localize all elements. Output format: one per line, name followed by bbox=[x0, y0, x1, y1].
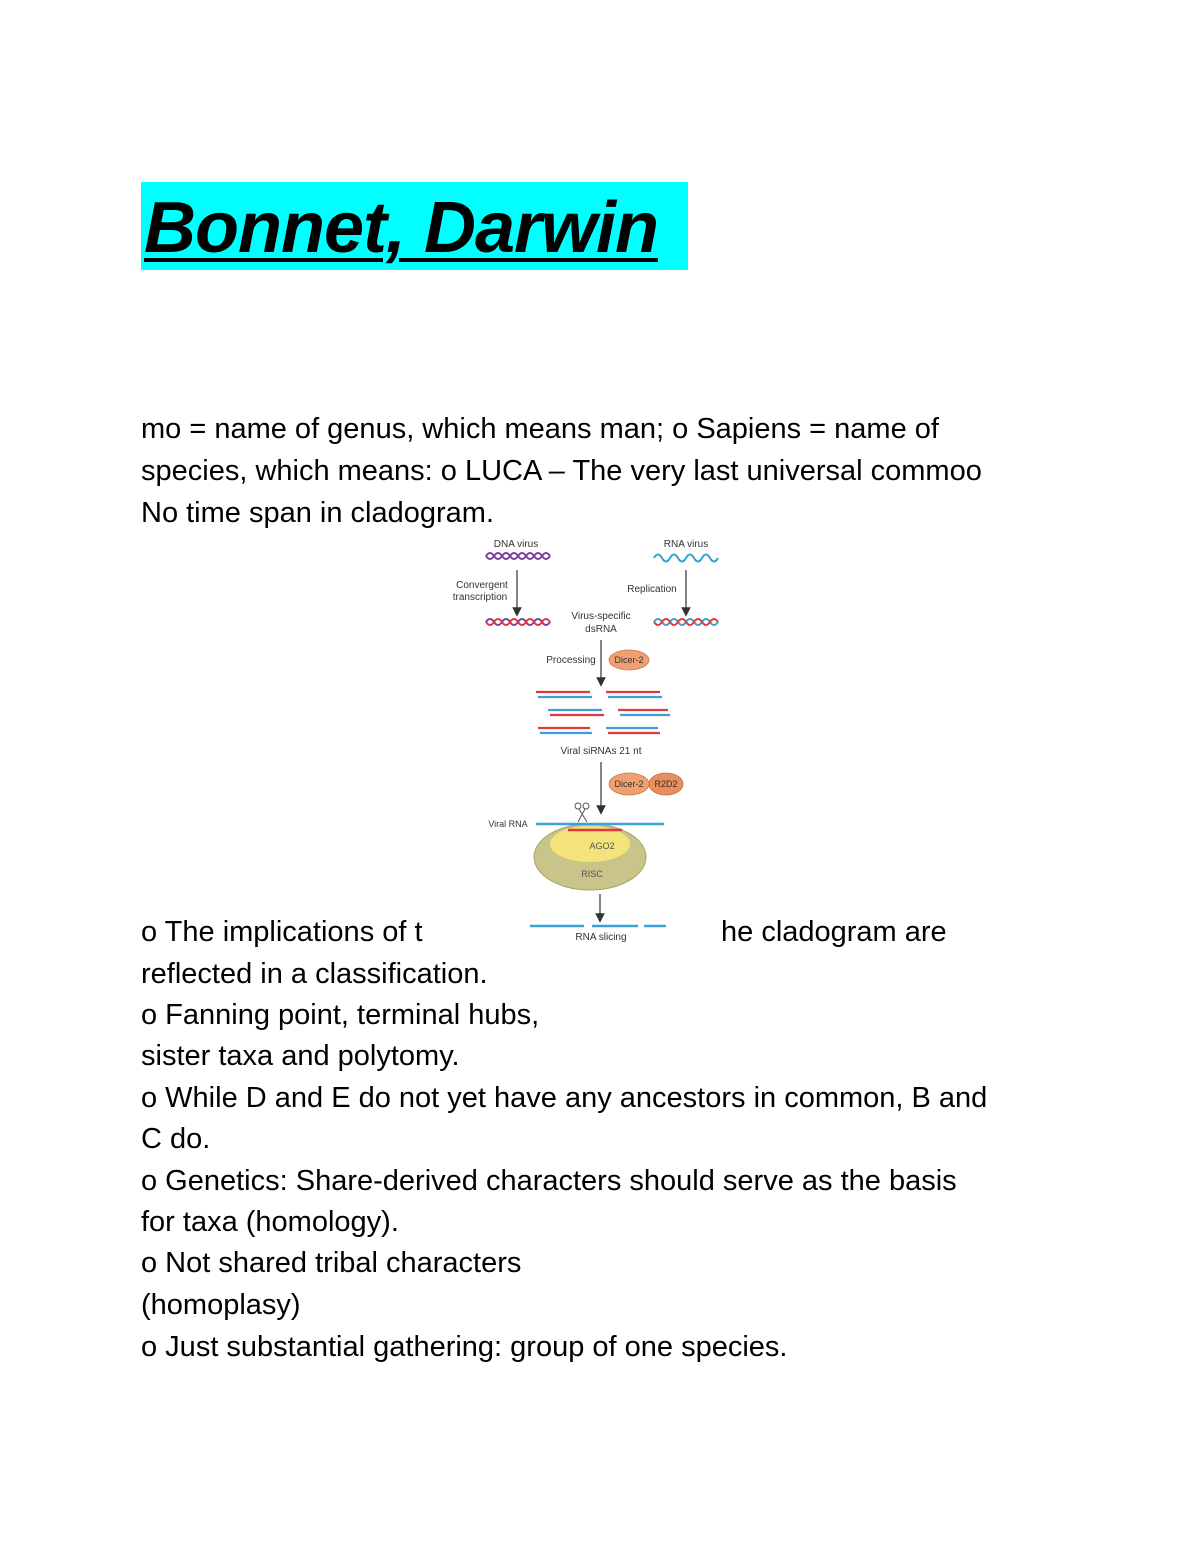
dna-virus-label: DNA virus bbox=[493, 539, 539, 550]
body-line-10: o Just substantial gathering: group of one species. bbox=[141, 1331, 788, 1363]
viral-rna-label: Viral RNA bbox=[488, 819, 528, 829]
dicer2-label: Dicer-2 bbox=[614, 655, 644, 665]
dna-strand-icon bbox=[486, 553, 550, 559]
body-line-4: o While D and E do not yet have any ancestors in common, B and bbox=[141, 1082, 988, 1114]
sirna-duplexes bbox=[536, 692, 670, 733]
body-line-6: o Genetics: Share-derived characters should serve as the basis bbox=[141, 1165, 957, 1197]
risc-label: RISC bbox=[581, 869, 603, 879]
body-line-2: o Fanning point, terminal hubs, bbox=[141, 999, 540, 1031]
r2d2-label: R2D2 bbox=[654, 779, 678, 789]
virus-specific-label-2: dsRNA bbox=[585, 624, 617, 635]
viral-sirnas-label: Viral siRNAs 21 nt bbox=[560, 746, 642, 757]
dsrna-right-icon bbox=[654, 619, 718, 625]
intro-line-3: No time span in cladogram. bbox=[141, 497, 494, 529]
intro-line-1: mo = name of genus, which means man; o Sapiens = name of bbox=[141, 413, 939, 445]
convergent-label-2: transcription bbox=[452, 592, 508, 603]
rna-virus-label: RNA virus bbox=[663, 539, 709, 550]
body-line-5: C do. bbox=[141, 1123, 211, 1155]
title-highlight bbox=[141, 182, 688, 270]
dsrna-left-icon bbox=[486, 619, 550, 625]
dicer2-label-b: Dicer-2 bbox=[614, 779, 644, 789]
processing-label: Processing bbox=[546, 655, 596, 666]
rnai-pathway-diagram bbox=[440, 532, 730, 950]
body-line-9: (homoplasy) bbox=[141, 1289, 301, 1321]
body-line-7: for taxa (homology). bbox=[141, 1206, 399, 1238]
body-line-8: o Not shared tribal characters bbox=[141, 1247, 522, 1279]
rna-strand-icon bbox=[654, 555, 718, 562]
body-line-1: reflected in a classification. bbox=[141, 958, 488, 990]
scissors-icon bbox=[575, 803, 589, 822]
ago2-label: AGO2 bbox=[589, 841, 615, 851]
convergent-label-1: Convergent bbox=[456, 580, 508, 591]
wrapped-line-left: o The implications of t bbox=[141, 916, 423, 948]
wrapped-line-right: he cladogram are bbox=[721, 916, 947, 948]
page-title: Bonnet, Darwin bbox=[144, 188, 659, 268]
replication-label: Replication bbox=[627, 584, 677, 595]
intro-line-2: species, which means: o LUCA – The very last universal commoo bbox=[141, 455, 982, 487]
body-line-3: sister taxa and polytomy. bbox=[141, 1040, 460, 1072]
virus-specific-label-1: Virus-specific bbox=[571, 611, 631, 622]
rna-slicing-label: RNA slicing bbox=[575, 932, 627, 943]
